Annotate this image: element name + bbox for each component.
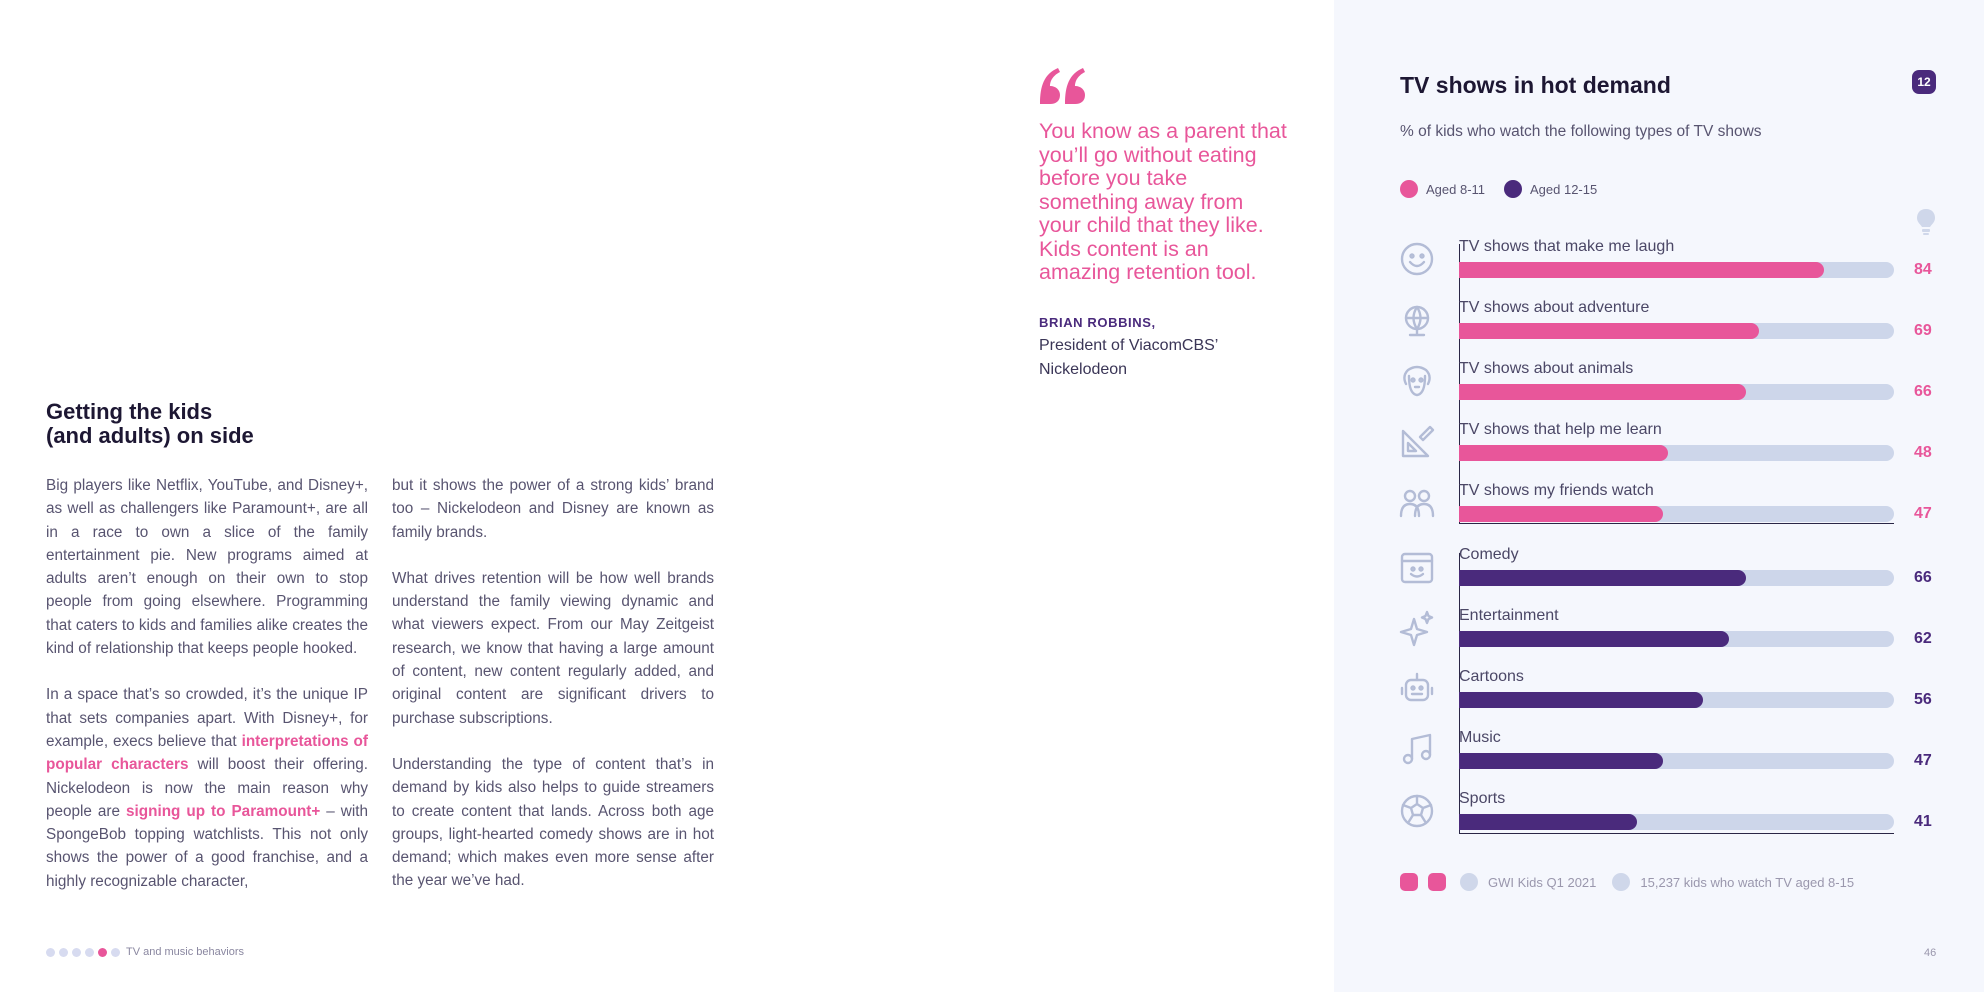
pink-marker-icon — [1428, 873, 1446, 891]
chart-category-label: TV shows my friends watch — [1459, 482, 1654, 499]
chart-category-label: TV shows about animals — [1459, 360, 1634, 377]
legend-item-aged-8-11 — [1400, 180, 1485, 198]
chart-data-label: 47 — [1914, 752, 1932, 769]
chart-bar-track — [1459, 445, 1894, 461]
chart-bar-track — [1459, 814, 1894, 830]
chart-row — [1398, 482, 1938, 542]
chart-bar-track — [1459, 506, 1894, 522]
chart-row — [1398, 668, 1938, 728]
article-text: – with SpongeBob topping watchlists. This not only shows the power of a good franchise, and a highly recognizable character, — [46, 802, 368, 890]
article-heading — [46, 400, 406, 448]
source-text: GWI Kids Q1 2021 — [1488, 874, 1597, 890]
article-column-1 — [46, 474, 368, 916]
chart-bar — [1459, 262, 1824, 278]
chart-row — [1398, 299, 1938, 359]
chart-row — [1398, 421, 1938, 481]
chart-bar — [1459, 570, 1746, 586]
legend-label: Aged 12-15 — [1530, 181, 1598, 197]
pink-marker-icon — [1400, 873, 1418, 891]
chart-bar-track — [1459, 570, 1894, 586]
robot-icon — [1398, 670, 1436, 708]
chart-row — [1398, 546, 1938, 606]
friends-icon — [1398, 484, 1436, 522]
people-icon — [1612, 873, 1630, 891]
comedy-tv-icon — [1398, 548, 1436, 586]
article-heading-line-2: (and adults) on side — [46, 423, 254, 448]
sparkles-icon — [1398, 609, 1436, 647]
chart-bar — [1459, 692, 1703, 708]
progress-dot[interactable] — [46, 948, 55, 957]
progress-dot[interactable] — [59, 948, 68, 957]
article-text: will boost their offering. Nickelodeon is now the main reason why people are — [46, 756, 368, 820]
article-column-2 — [392, 474, 714, 916]
chart-data-label: 84 — [1914, 261, 1932, 278]
chart-category-label: TV shows that make me laugh — [1459, 238, 1675, 255]
chart-category-label: Cartoons — [1459, 668, 1524, 685]
link-interpretations-of-characters[interactable]: interpretations of popular characters — [46, 732, 368, 774]
article-paragraph: What drives retention will be how well brands understand the family viewing dynamic and what viewers expect. From our May Zeitgeist research, we know that having a large amount of content, new content regularly added, and original content are significant drivers to purchase subscriptions. — [392, 569, 714, 727]
chart-bar-track — [1459, 384, 1894, 400]
chart-bar — [1459, 384, 1746, 400]
chart-category-label: Music — [1459, 729, 1501, 746]
progress-dot[interactable] — [111, 948, 120, 957]
quote-author: BRIAN ROBBINS, — [1039, 315, 1156, 330]
article-paragraph: Understanding the type of content that’s in demand by kids also helps to guide streamers to create content that lands. Across both age groups, light-hearted comedy shows are in hot demand; which makes even more sense after the year we’ve had. — [392, 755, 714, 890]
chart-row — [1398, 607, 1938, 667]
chart-data-label: 62 — [1914, 630, 1932, 647]
section-label: TV and music behaviors — [126, 946, 244, 958]
page-number: 46 — [1924, 947, 1937, 959]
lightbulb-icon — [1916, 208, 1936, 236]
music-note-icon — [1398, 731, 1436, 769]
chart-bar-track — [1459, 262, 1894, 278]
chart-category-label: Entertainment — [1459, 607, 1559, 624]
ruler-pencil-icon — [1398, 423, 1436, 461]
chart-number-badge: 12 — [1912, 70, 1936, 94]
chart-category-label: TV shows about adventure — [1459, 299, 1650, 316]
legend-label: Aged 8-11 — [1426, 181, 1486, 197]
article-paragraph: but it shows the power of a strong kids’ brand too – Nickelodeon and Disney are known as family brands. — [392, 477, 714, 541]
quote-text: You know as a parent that you’ll go without eating before you take something away from your child that they like. Kids content is an amazing retention tool. — [1039, 119, 1287, 284]
chart-bar — [1459, 445, 1668, 461]
quote-mark-icon — [1038, 66, 1088, 106]
legend-item-aged-12-15 — [1504, 180, 1597, 198]
chart-data-label: 66 — [1914, 569, 1932, 586]
legend-swatch-pink — [1400, 180, 1418, 198]
chart-data-label: 69 — [1914, 322, 1932, 339]
article-paragraph: Big players like Netflix, YouTube, and Disney+, as well as challengers like Paramount+, are all in a race to own a slice of the family entertainment pie. New programs aimed at adults aren’t enough on their own to stop people from going elsewhere. Programming that caters to kids and families alike creates the kind of relationship that keeps people hooked. — [46, 477, 368, 658]
chart-category-label: Comedy — [1459, 546, 1519, 563]
chart-bar-track — [1459, 692, 1894, 708]
progress-dot[interactable] — [72, 948, 81, 957]
dog-icon — [1398, 362, 1436, 400]
chart-bar — [1459, 323, 1759, 339]
chart-bar-track — [1459, 323, 1894, 339]
chart-row — [1398, 729, 1938, 789]
quote-author-role: President of ViacomCBS’ Nickelodeon — [1039, 337, 1218, 378]
globe-icon — [1398, 301, 1436, 339]
chart-bar — [1459, 814, 1637, 830]
chart-data-label: 56 — [1914, 691, 1932, 708]
chart-bar — [1459, 506, 1663, 522]
progress-dot[interactable] — [85, 948, 94, 957]
globe-icon — [1460, 873, 1478, 891]
chart-bar — [1459, 753, 1663, 769]
football-icon — [1398, 792, 1436, 830]
chart-row — [1398, 790, 1938, 850]
chart-data-label: 41 — [1914, 813, 1932, 830]
chart-data-label: 47 — [1914, 505, 1932, 522]
chart-category-label: TV shows that help me learn — [1459, 421, 1662, 438]
chart-footer-sources — [1400, 873, 1854, 891]
chart-data-label: 48 — [1914, 444, 1932, 461]
chart-bar-track — [1459, 753, 1894, 769]
chart-bar-track — [1459, 631, 1894, 647]
chart-row — [1398, 238, 1938, 298]
article-heading-line-1: Getting the kids — [46, 399, 213, 424]
chart-row — [1398, 360, 1938, 420]
section-progress-dots — [46, 948, 124, 957]
article-paragraph — [46, 683, 368, 893]
chart-data-label: 66 — [1914, 383, 1932, 400]
article-text: In a space that’s so crowded, it’s the unique IP that sets companies apart. With Disney+, for example, execs believe that — [46, 686, 368, 750]
chart-category-label: Sports — [1459, 790, 1506, 807]
chart-bar — [1459, 631, 1729, 647]
progress-dot-active[interactable] — [98, 948, 107, 957]
legend-swatch-purple — [1504, 180, 1522, 198]
chart-title: TV shows in hot demand — [1400, 72, 1671, 98]
chart-subtitle: % of kids who watch the following types of TV shows — [1400, 123, 1762, 140]
smiley-face-icon — [1398, 240, 1436, 278]
base-text: 15,237 kids who watch TV aged 8-15 — [1640, 874, 1855, 890]
link-signing-up-to-paramount[interactable]: signing up to Paramount+ — [126, 802, 321, 820]
